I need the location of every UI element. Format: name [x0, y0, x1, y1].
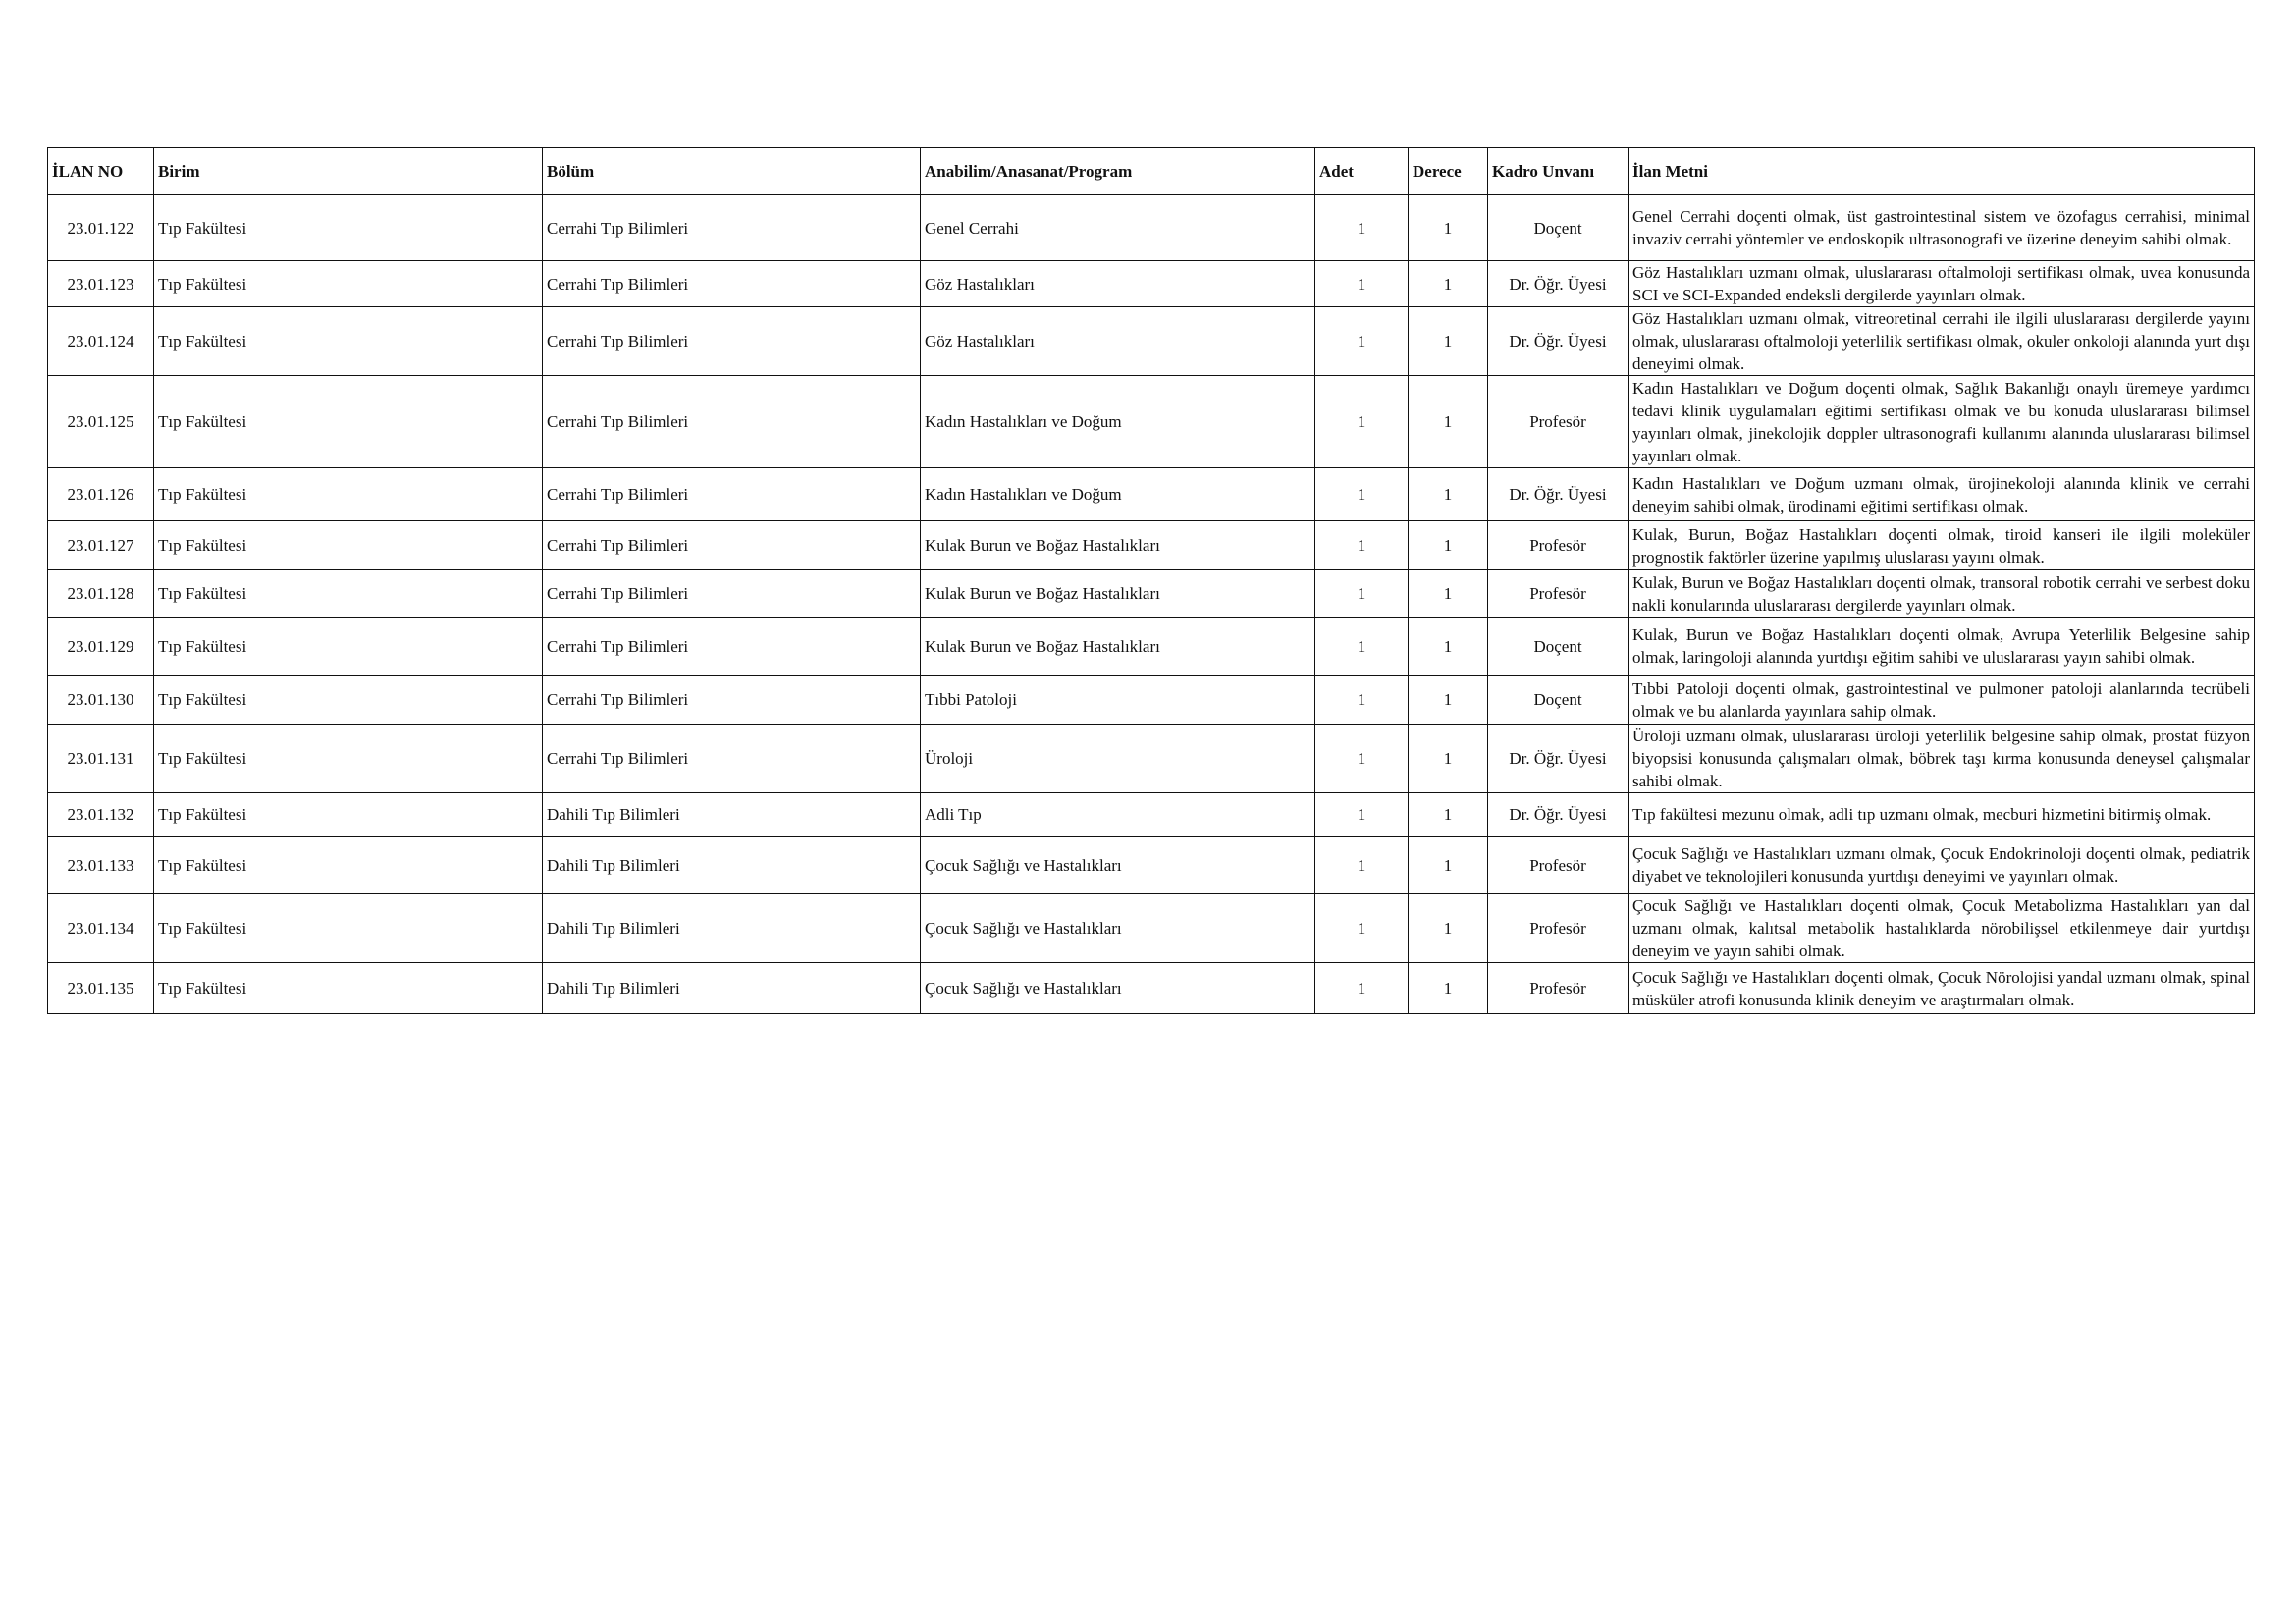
cell-ilan-no: 23.01.135 — [48, 963, 154, 1014]
cell-derece: 1 — [1409, 521, 1488, 570]
cell-adet: 1 — [1315, 793, 1409, 837]
table-row — [48, 894, 2255, 963]
cell-adet: 1 — [1315, 307, 1409, 376]
header-derece: Derece — [1409, 148, 1488, 195]
cell-kadro-unvani: Doçent — [1488, 195, 1629, 261]
table-row — [48, 725, 2255, 793]
cell-kadro-unvani: Profesör — [1488, 521, 1629, 570]
cell-anabilim: Göz Hastalıkları — [921, 261, 1315, 307]
cell-birim: Tıp Fakültesi — [154, 676, 543, 725]
cell-ilan-no: 23.01.132 — [48, 793, 154, 837]
cell-ilan-no: 23.01.122 — [48, 195, 154, 261]
cell-adet: 1 — [1315, 618, 1409, 676]
cell-anabilim: Kulak Burun ve Boğaz Hastalıkları — [921, 521, 1315, 570]
cell-adet: 1 — [1315, 376, 1409, 468]
cell-birim: Tıp Fakültesi — [154, 963, 543, 1014]
cell-birim: Tıp Fakültesi — [154, 521, 543, 570]
table-body — [48, 195, 2255, 1014]
cell-kadro-unvani: Dr. Öğr. Üyesi — [1488, 725, 1629, 793]
table-row — [48, 307, 2255, 376]
cell-kadro-unvani: Profesör — [1488, 963, 1629, 1014]
cell-adet: 1 — [1315, 963, 1409, 1014]
table-row — [48, 376, 2255, 468]
cell-ilan-metni: Tıbbi Patoloji doçenti olmak, gastrointestinal ve pulmoner patoloji alanlarında tecrübeli olmak ve bu alanlarda yayınlara sahip olmak. — [1629, 676, 2255, 725]
cell-bolum: Dahili Tıp Bilimleri — [543, 837, 921, 894]
header-bolum: Bölüm — [543, 148, 921, 195]
cell-derece: 1 — [1409, 837, 1488, 894]
cell-ilan-no: 23.01.126 — [48, 468, 154, 521]
cell-birim: Tıp Fakültesi — [154, 618, 543, 676]
cell-birim: Tıp Fakültesi — [154, 307, 543, 376]
cell-derece: 1 — [1409, 894, 1488, 963]
cell-ilan-no: 23.01.124 — [48, 307, 154, 376]
header-ilan-metni: İlan Metni — [1629, 148, 2255, 195]
cell-birim: Tıp Fakültesi — [154, 468, 543, 521]
cell-ilan-metni: Göz Hastalıkları uzmanı olmak, vitreoretinal cerrahi ile ilgili uluslararası dergilerde yayını olmak, uluslararası oftalmoloji yeterlilik sertifikası olmak, okuler onkoloji alanında yurt dışı deneyimi olmak. — [1629, 307, 2255, 376]
cell-ilan-no: 23.01.127 — [48, 521, 154, 570]
cell-ilan-metni: Kulak, Burun, Boğaz Hastalıkları doçenti olmak, tiroid kanseri ile ilgili moleküler prognostik faktörler üzerine yapılmış uluslarası yayını olmak. — [1629, 521, 2255, 570]
cell-bolum: Cerrahi Tıp Bilimleri — [543, 468, 921, 521]
cell-kadro-unvani: Profesör — [1488, 894, 1629, 963]
cell-bolum: Cerrahi Tıp Bilimleri — [543, 195, 921, 261]
cell-bolum: Cerrahi Tıp Bilimleri — [543, 521, 921, 570]
table-row — [48, 963, 2255, 1014]
cell-kadro-unvani: Dr. Öğr. Üyesi — [1488, 468, 1629, 521]
cell-adet: 1 — [1315, 837, 1409, 894]
cell-kadro-unvani: Profesör — [1488, 570, 1629, 618]
cell-derece: 1 — [1409, 468, 1488, 521]
cell-bolum: Dahili Tıp Bilimleri — [543, 894, 921, 963]
cell-ilan-no: 23.01.130 — [48, 676, 154, 725]
cell-anabilim: Kadın Hastalıkları ve Doğum — [921, 376, 1315, 468]
cell-derece: 1 — [1409, 725, 1488, 793]
cell-derece: 1 — [1409, 376, 1488, 468]
cell-birim: Tıp Fakültesi — [154, 195, 543, 261]
cell-ilan-metni: Genel Cerrahi doçenti olmak, üst gastrointestinal sistem ve özofagus cerrahisi, minimal invaziv cerrahi yöntemler ve endoskopik ultrasonografi ve üzerine deneyim sahibi olmak. — [1629, 195, 2255, 261]
cell-ilan-no: 23.01.123 — [48, 261, 154, 307]
table-row — [48, 676, 2255, 725]
table-row — [48, 837, 2255, 894]
cell-adet: 1 — [1315, 195, 1409, 261]
cell-kadro-unvani: Doçent — [1488, 676, 1629, 725]
cell-ilan-no: 23.01.128 — [48, 570, 154, 618]
cell-ilan-metni: Tıp fakültesi mezunu olmak, adli tıp uzmanı olmak, mecburi hizmetini bitirmiş olmak. — [1629, 793, 2255, 837]
cell-derece: 1 — [1409, 261, 1488, 307]
cell-bolum: Cerrahi Tıp Bilimleri — [543, 570, 921, 618]
table-row — [48, 521, 2255, 570]
header-birim: Birim — [154, 148, 543, 195]
cell-birim: Tıp Fakültesi — [154, 894, 543, 963]
cell-ilan-metni: Kadın Hastalıkları ve Doğum doçenti olmak, Sağlık Bakanlığı onaylı üremeye yardımcı tedavi klinik uygulamaları eğitimi sertifikası olmak ve bu konuda uluslararası bilimsel yayınları olmak, jinekolojik doppler ultrasonografi kullanımı alanında uluslararası bilimsel yayınları olmak. — [1629, 376, 2255, 468]
table-row — [48, 618, 2255, 676]
table-row — [48, 261, 2255, 307]
cell-adet: 1 — [1315, 521, 1409, 570]
table-row — [48, 468, 2255, 521]
cell-derece: 1 — [1409, 195, 1488, 261]
cell-ilan-metni: Göz Hastalıkları uzmanı olmak, uluslararası oftalmoloji sertifikası olmak, uvea konusunda SCI ve SCI-Expanded endeksli dergilerde yayınları olmak. — [1629, 261, 2255, 307]
cell-kadro-unvani: Profesör — [1488, 376, 1629, 468]
cell-anabilim: Kadın Hastalıkları ve Doğum — [921, 468, 1315, 521]
cell-ilan-no: 23.01.125 — [48, 376, 154, 468]
cell-birim: Tıp Fakültesi — [154, 261, 543, 307]
header-adet: Adet — [1315, 148, 1409, 195]
ilan-table — [47, 147, 2255, 1014]
cell-birim: Tıp Fakültesi — [154, 793, 543, 837]
cell-ilan-metni: Çocuk Sağlığı ve Hastalıkları doçenti olmak, Çocuk Nörolojisi yandal uzmanı olmak, spinal müsküler atrofi konusunda klinik deneyim ve araştırmaları olmak. — [1629, 963, 2255, 1014]
cell-bolum: Cerrahi Tıp Bilimleri — [543, 376, 921, 468]
cell-adet: 1 — [1315, 725, 1409, 793]
cell-ilan-metni: Çocuk Sağlığı ve Hastalıkları doçenti olmak, Çocuk Metabolizma Hastalıkları yan dal uzmanı olmak, kalıtsal metabolik hastalıklarda nörobilişsel etkilenmeye dair yurtdışı deneyim ve yayın sahibi olmak. — [1629, 894, 2255, 963]
cell-anabilim: Kulak Burun ve Boğaz Hastalıkları — [921, 570, 1315, 618]
cell-kadro-unvani: Dr. Öğr. Üyesi — [1488, 793, 1629, 837]
cell-ilan-metni: Kadın Hastalıkları ve Doğum uzmanı olmak, ürojinekoloji alanında klinik ve cerrahi deneyim sahibi olmak, ürodinami eğitimi sertifikası olmak. — [1629, 468, 2255, 521]
cell-derece: 1 — [1409, 618, 1488, 676]
cell-bolum: Cerrahi Tıp Bilimleri — [543, 618, 921, 676]
cell-birim: Tıp Fakültesi — [154, 376, 543, 468]
cell-bolum: Cerrahi Tıp Bilimleri — [543, 307, 921, 376]
cell-anabilim: Tıbbi Patoloji — [921, 676, 1315, 725]
cell-anabilim: Çocuk Sağlığı ve Hastalıkları — [921, 837, 1315, 894]
cell-adet: 1 — [1315, 570, 1409, 618]
document-page — [47, 147, 2254, 1014]
cell-adet: 1 — [1315, 468, 1409, 521]
cell-derece: 1 — [1409, 963, 1488, 1014]
cell-anabilim: Göz Hastalıkları — [921, 307, 1315, 376]
cell-adet: 1 — [1315, 676, 1409, 725]
cell-anabilim: Çocuk Sağlığı ve Hastalıkları — [921, 963, 1315, 1014]
header-row — [48, 148, 2255, 195]
header-ilan-no: İLAN NO — [48, 148, 154, 195]
header-anabilim: Anabilim/Anasanat/Program — [921, 148, 1315, 195]
table-row — [48, 570, 2255, 618]
cell-kadro-unvani: Dr. Öğr. Üyesi — [1488, 261, 1629, 307]
cell-ilan-metni: Üroloji uzmanı olmak, uluslararası üroloji yeterlilik belgesine sahip olmak, prostat füzyon biyopsisi konusunda çalışmaları olmak, böbrek taşı kırma konusunda deneysel çalışmalar sahibi olmak. — [1629, 725, 2255, 793]
cell-kadro-unvani: Dr. Öğr. Üyesi — [1488, 307, 1629, 376]
cell-derece: 1 — [1409, 793, 1488, 837]
cell-birim: Tıp Fakültesi — [154, 570, 543, 618]
cell-ilan-no: 23.01.133 — [48, 837, 154, 894]
table-row — [48, 195, 2255, 261]
cell-ilan-metni: Çocuk Sağlığı ve Hastalıkları uzmanı olmak, Çocuk Endokrinoloji doçenti olmak, pediatrik diyabet ve teknolojileri konusunda yurtdışı deneyimi ve yayınları olmak. — [1629, 837, 2255, 894]
cell-derece: 1 — [1409, 570, 1488, 618]
cell-ilan-metni: Kulak, Burun ve Boğaz Hastalıkları doçenti olmak, transoral robotik cerrahi ve serbest doku nakli konularında uluslararası dergilerde yayınları olmak. — [1629, 570, 2255, 618]
cell-anabilim: Adli Tıp — [921, 793, 1315, 837]
cell-anabilim: Üroloji — [921, 725, 1315, 793]
cell-anabilim: Kulak Burun ve Boğaz Hastalıkları — [921, 618, 1315, 676]
cell-ilan-no: 23.01.129 — [48, 618, 154, 676]
cell-adet: 1 — [1315, 894, 1409, 963]
cell-birim: Tıp Fakültesi — [154, 837, 543, 894]
cell-bolum: Cerrahi Tıp Bilimleri — [543, 261, 921, 307]
cell-bolum: Cerrahi Tıp Bilimleri — [543, 725, 921, 793]
cell-bolum: Cerrahi Tıp Bilimleri — [543, 676, 921, 725]
cell-kadro-unvani: Profesör — [1488, 837, 1629, 894]
cell-anabilim: Genel Cerrahi — [921, 195, 1315, 261]
cell-ilan-no: 23.01.134 — [48, 894, 154, 963]
cell-birim: Tıp Fakültesi — [154, 725, 543, 793]
cell-kadro-unvani: Doçent — [1488, 618, 1629, 676]
cell-adet: 1 — [1315, 261, 1409, 307]
cell-anabilim: Çocuk Sağlığı ve Hastalıkları — [921, 894, 1315, 963]
cell-derece: 1 — [1409, 307, 1488, 376]
header-kadro-unvani: Kadro Unvanı — [1488, 148, 1629, 195]
cell-ilan-metni: Kulak, Burun ve Boğaz Hastalıkları doçenti olmak, Avrupa Yeterlilik Belgesine sahip olmak, laringoloji alanında yurtdışı eğitim sahibi ve uluslararası yayın sahibi olmak. — [1629, 618, 2255, 676]
cell-bolum: Dahili Tıp Bilimleri — [543, 963, 921, 1014]
cell-derece: 1 — [1409, 676, 1488, 725]
cell-bolum: Dahili Tıp Bilimleri — [543, 793, 921, 837]
cell-ilan-no: 23.01.131 — [48, 725, 154, 793]
table-row — [48, 793, 2255, 837]
